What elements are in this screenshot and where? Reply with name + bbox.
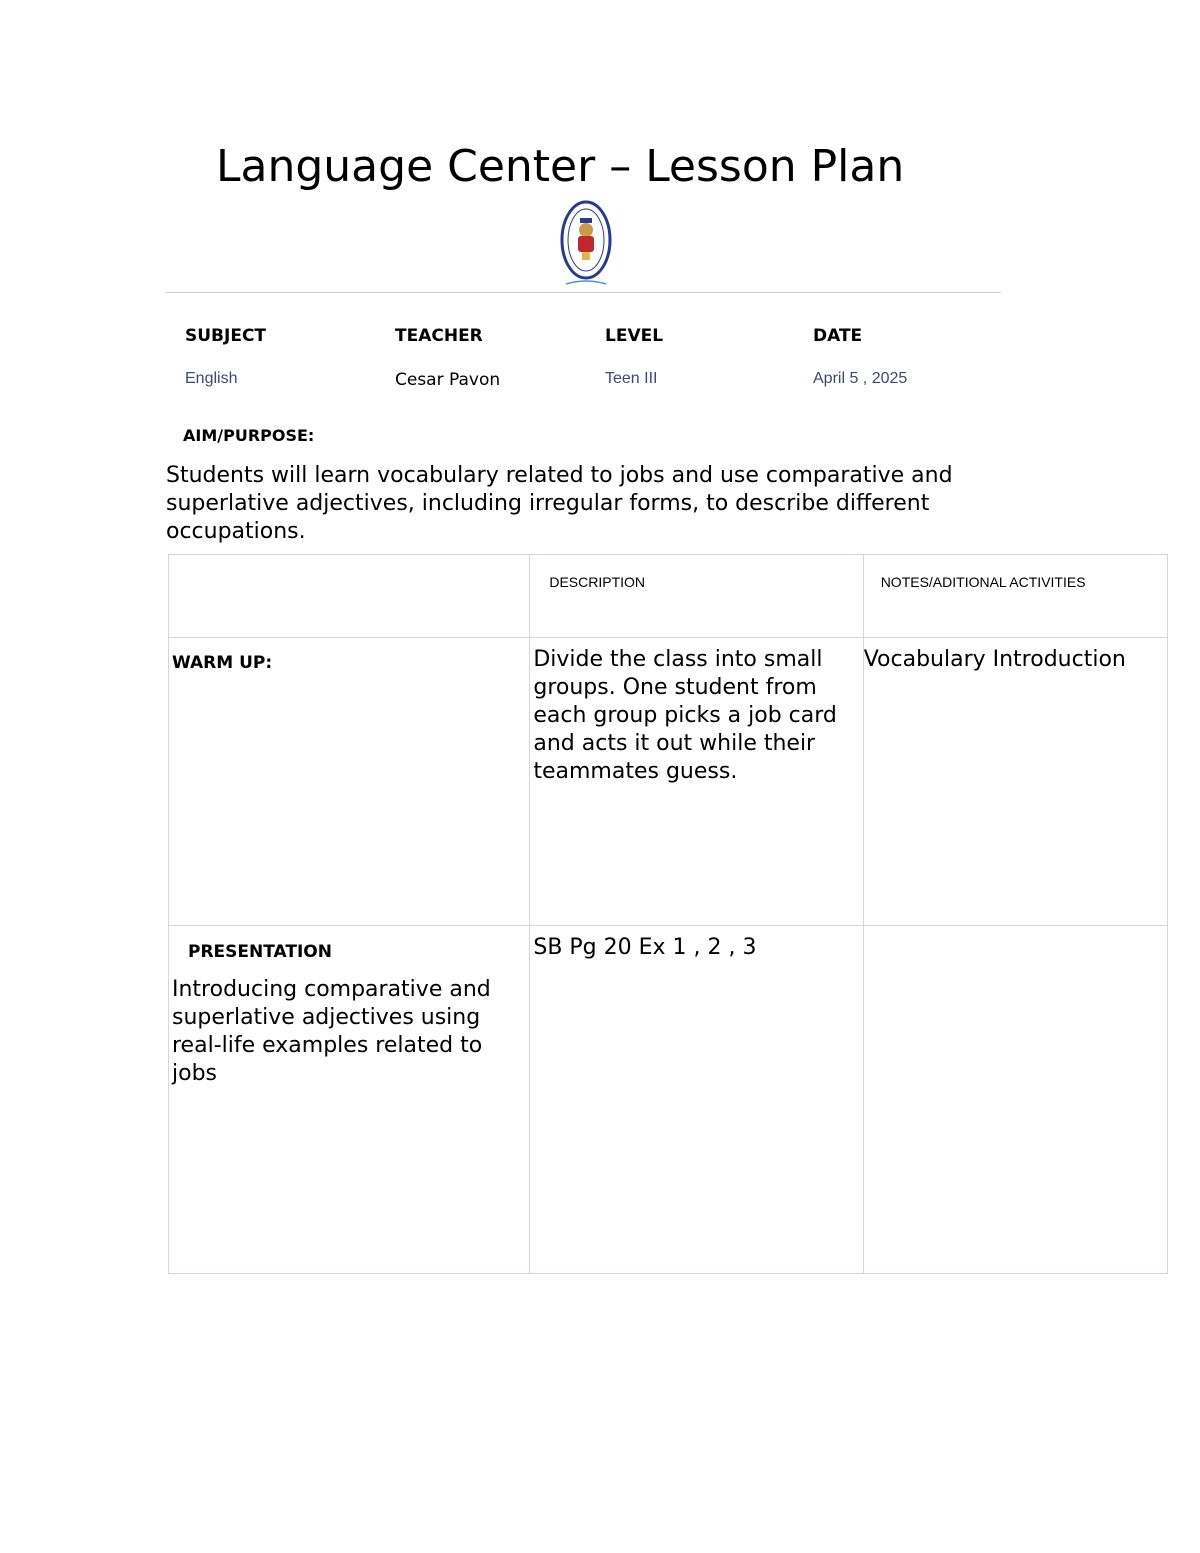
warm-up-row [169,638,1168,926]
presentation-row [169,926,1168,1274]
warm-up-notes: Vocabulary Introduction [863,638,1167,926]
teacher-label: TEACHER [395,326,483,346]
date-value: April 5 , 2025 [813,370,908,387]
page-title: Language Center – Lesson Plan [216,141,905,192]
table-header-row [169,555,1168,638]
presentation-cell [169,926,530,1274]
date-label: DATE [813,326,863,346]
aim-label: AIM/PURPOSE: [183,426,315,445]
presentation-text: Introducing comparative and superlative adjectives using real-life examples related to jobs [172,977,491,1086]
level-value: Teen III [605,370,658,387]
aim-text: Students will learn vocabulary related to jobs and use comparative and superlative adjectives, including irregular forms, to describe different occupations. [166,463,953,544]
header-divider [166,292,1001,293]
level-label: LEVEL [605,326,664,346]
subject-value: English [185,370,238,387]
warm-up-description: Divide the class into small groups. One student from each group picks a job card and acts it out while their teammates guess. [530,638,863,926]
header-empty-cell [169,555,530,638]
warm-up-label: WARM UP: [169,638,530,926]
description-header: DESCRIPTION [530,555,863,638]
presentation-label: PRESENTATION [188,942,332,962]
presentation-notes [863,926,1167,1274]
lesson-plan-table [168,554,1168,1274]
school-logo [558,196,614,292]
notes-header: NOTES/ADITIONAL ACTIVITIES [863,555,1167,638]
presentation-description: SB Pg 20 Ex 1 , 2 , 3 [530,926,863,1274]
subject-label: SUBJECT [185,326,267,346]
teacher-value: Cesar Pavon [395,370,501,390]
